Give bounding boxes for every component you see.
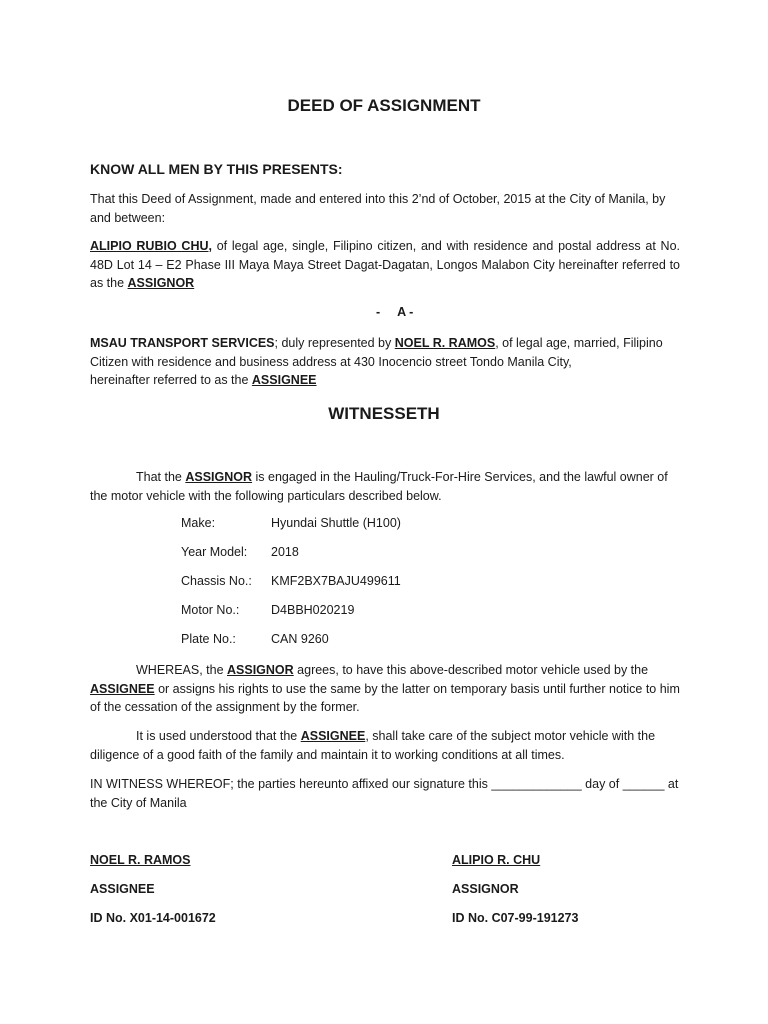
- p2-assignor: ASSIGNOR: [227, 663, 294, 677]
- assignee-party-paragraph: [90, 334, 680, 390]
- spec-chassis-value: KMF2BX7BAJU499611: [271, 574, 401, 588]
- know-all-heading: KNOW ALL MEN BY THIS PRESENTS:: [90, 161, 343, 177]
- spec-make-label: Make:: [181, 516, 216, 530]
- p3-text-b: , shall take care of the subject motor vehicle with the diligence of a good faith of the family and maintain it to working conditions at all times.: [90, 729, 656, 762]
- spec-chassis-label: Chassis No.:: [181, 574, 252, 588]
- p3-assignee: ASSIGNEE: [300, 729, 366, 743]
- assignor-party-paragraph: [90, 237, 680, 293]
- p2-assignee: ASSIGNEE: [90, 681, 155, 696]
- signatory-right-id: ID No. C07-99-191273: [452, 911, 579, 925]
- assignee-role: ASSIGNEE: [251, 373, 317, 387]
- spec-year-value: 2018: [271, 545, 299, 559]
- assignee-text-2: , of legal age, married, Filipino Citizen with residence and business address at 430 Inocencio street Tondo Manila City,: [90, 336, 663, 369]
- p2-text-a: WHEREAS, the: [136, 663, 227, 677]
- document-title: DEED OF ASSIGNMENT: [287, 96, 481, 115]
- spec-year-label: Year Model:: [181, 545, 248, 559]
- assignee-company: MSAU TRANSPORT SERVICES: [90, 336, 275, 350]
- p1-text-a: That the: [136, 470, 186, 484]
- spec-make-value: Hyundai Shuttle (H100): [271, 516, 401, 530]
- signatory-left-role: ASSIGNEE: [90, 882, 155, 896]
- p1-text-b: is engaged in the Hauling/Truck-For-Hire Services, and the lawful owner of the motor vehicle with the following particulars described below.: [90, 470, 668, 503]
- p2-text-c: or assigns his rights to use the same by the latter on temporary basis until further notice to him of the cessation of the assignment by the former.: [90, 681, 680, 714]
- care-paragraph: [90, 727, 680, 764]
- signatory-left-name: NOEL R. RAMOS: [90, 853, 191, 867]
- party-separator: - A -: [376, 305, 414, 319]
- p2-text-b: agrees, to have this above-described motor vehicle used by the: [293, 663, 649, 677]
- spec-motor-label: Motor No.:: [181, 603, 240, 617]
- witnesseth-heading: WITNESSETH: [328, 404, 440, 423]
- spec-plate-label: Plate No.:: [181, 632, 236, 646]
- spec-motor-value: D4BBH020219: [271, 603, 355, 617]
- signatory-right-name: ALIPIO R. CHU: [452, 853, 541, 867]
- intro-paragraph: That this Deed of Assignment, made and entered into this 2’nd of October, 2015 at the City of Manila, by and between:: [90, 192, 666, 225]
- p1-assignor: ASSIGNOR: [185, 470, 253, 484]
- p3-text-a: It is used understood that the: [136, 729, 301, 743]
- assignee-text-3: hereinafter referred to as the: [90, 373, 252, 387]
- signatory-right-role: ASSIGNOR: [452, 882, 519, 896]
- signatory-left-id: ID No. X01-14-001672: [90, 911, 216, 925]
- assignor-details: of legal age, single, Filipino citizen, and with residence and postal address at No. 48D Lot 14 – E2 Phase III Maya Maya Street Dagat-Dagatan, Longos Malabon City hereinafter referred to as the: [90, 239, 680, 290]
- assignee-representative: NOEL R. RAMOS: [394, 336, 496, 350]
- ownership-paragraph: [90, 468, 680, 505]
- assignor-name: ALIPIO RUBIO CHU,: [90, 239, 212, 253]
- spec-plate-value: CAN 9260: [271, 632, 329, 646]
- whereas-paragraph: [90, 661, 680, 717]
- witness-whereof-paragraph: IN WITNESS WHEREOF; the parties hereunto affixed our signature this _____________ day of ______ at the City of Manila: [90, 777, 679, 810]
- assignor-role: ASSIGNOR: [127, 276, 195, 290]
- assignee-text-1: ; duly represented by: [274, 336, 395, 350]
